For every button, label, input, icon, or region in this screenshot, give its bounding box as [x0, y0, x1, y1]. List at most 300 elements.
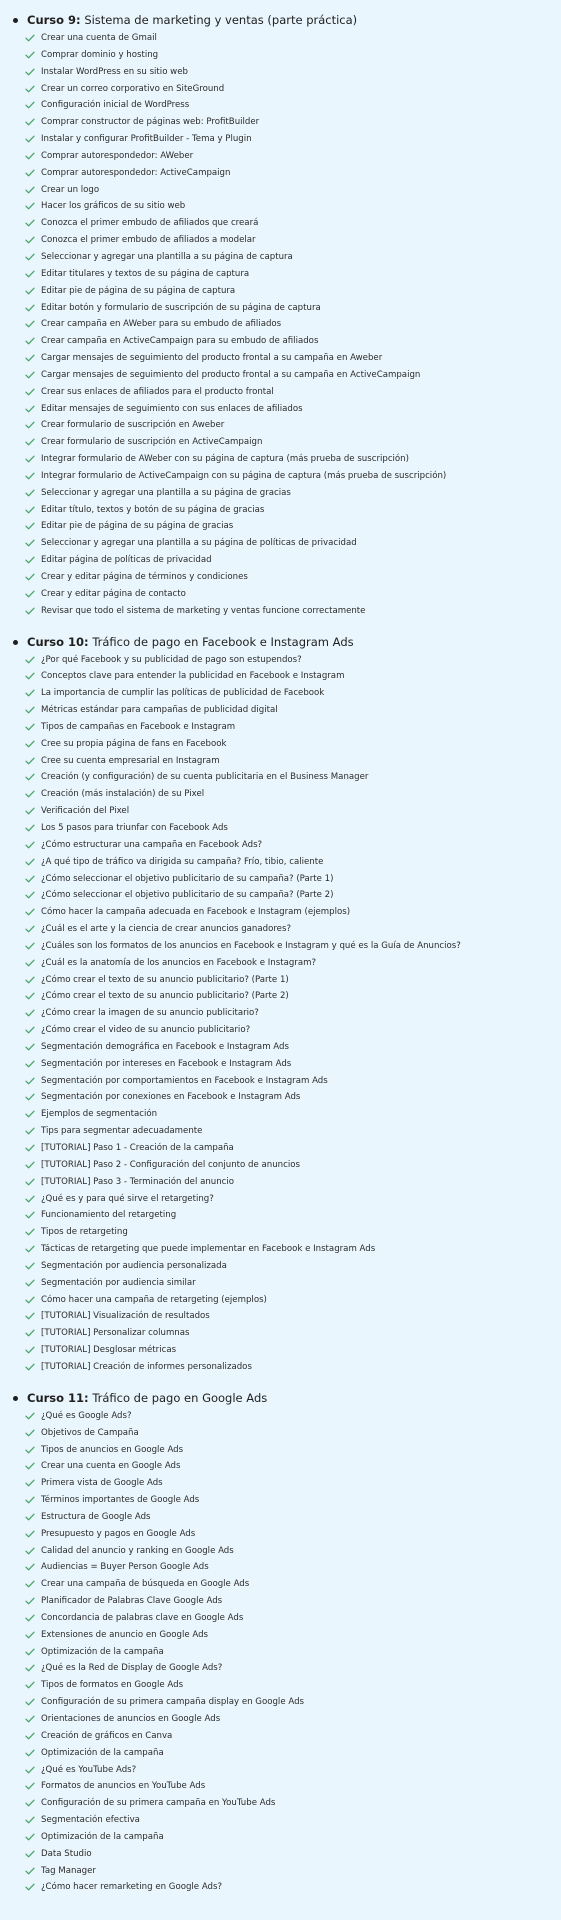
lesson-item [0, 1425, 561, 1442]
lesson-title: Crear formulario de suscripción en Aweber [41, 420, 225, 431]
lesson-title: Tácticas de retargeting que puede implementar en Facebook e Instagram Ads [41, 1244, 376, 1255]
lesson-title: [TUTORIAL] Desglosar métricas [41, 1345, 177, 1356]
lesson-item [0, 1879, 561, 1896]
lesson-item [0, 485, 561, 502]
lesson-title: ¿Qué es y para qué sirve el retargeting? [41, 1193, 214, 1204]
lesson-item [0, 702, 561, 719]
check-icon [25, 198, 37, 215]
lesson-title: Comprar autorespondedor: ActiveCampaign [41, 167, 231, 178]
lesson-title: Presupuesto y pagos en Google Ads [41, 1528, 196, 1539]
lesson-item [0, 1325, 561, 1342]
lesson-item [0, 1762, 561, 1779]
course-label: Curso 11: [27, 1390, 89, 1405]
lesson-title: Editar mensajes de seguimiento con sus enlaces de afiliados [41, 403, 303, 414]
lesson-item [0, 300, 561, 317]
course-title: Tráfico de pago en Facebook e Instagram Ads [92, 634, 354, 649]
lesson-title: Configuración de su primera campaña en YouTube Ads [41, 1798, 276, 1809]
lesson-item [0, 972, 561, 989]
lesson-title: Optimización de la campaña [41, 1747, 164, 1758]
lesson-title: Tipos de campañas en Facebook e Instagram [41, 721, 236, 732]
lesson-item [0, 518, 561, 535]
lesson-title: Formatos de anuncios en YouTube Ads [41, 1781, 206, 1792]
check-icon [25, 871, 37, 888]
lesson-item [0, 1846, 561, 1863]
lesson-title: ¿Cómo hacer remarketing en Google Ads? [41, 1882, 223, 1893]
course-9 [0, 11, 561, 620]
lesson-item [0, 1593, 561, 1610]
check-icon [25, 1408, 37, 1425]
check-icon [25, 1073, 37, 1090]
check-icon [25, 1475, 37, 1492]
check-icon [25, 1627, 37, 1644]
check-icon [25, 786, 37, 803]
lesson-title: Creación (más instalación) de su Pixel [41, 789, 205, 800]
check-icon [25, 535, 37, 552]
lesson-item [0, 1275, 561, 1292]
lesson-title: ¿Cuál es la anatomía de los anuncios en Facebook e Instagram? [41, 957, 317, 968]
course-title: Sistema de marketing y ventas (parte práctica) [84, 13, 358, 27]
course-label: Curso 9: [27, 13, 81, 27]
lesson-item [0, 753, 561, 770]
check-icon [25, 1140, 37, 1157]
check-icon [25, 1106, 37, 1123]
lesson-title: [TUTORIAL] Paso 3 - Terminación del anuncio [41, 1176, 235, 1187]
lesson-item [0, 1207, 561, 1224]
lesson-title: Crear y editar página de contacto [41, 588, 186, 599]
check-icon [25, 1559, 37, 1576]
lesson-item [0, 1191, 561, 1208]
lesson-item [0, 854, 561, 871]
lesson-item [0, 1089, 561, 1106]
lesson-title: Integrar formulario de AWeber con su página de captura (más prueba de suscripción) [41, 454, 409, 465]
lesson-item [0, 535, 561, 552]
lesson-title: Conozca el primer embudo de afiliados que creará [41, 218, 259, 229]
check-icon [25, 384, 37, 401]
check-icon [25, 148, 37, 165]
course-heading [0, 11, 561, 30]
lesson-item [0, 820, 561, 837]
lesson-item [0, 1711, 561, 1728]
lesson-item [0, 1022, 561, 1039]
lesson-title: Cargar mensajes de seguimiento del producto frontal a su campaña en ActiveCampaign [41, 369, 421, 380]
lesson-item [0, 1039, 561, 1056]
lesson-item [0, 81, 561, 98]
lesson-title: Extensiones de anuncio en Google Ads [41, 1629, 209, 1640]
lesson-title: Instalar y configurar ProfitBuilder - Tema y Plugin [41, 134, 252, 145]
lesson-title: Crear formulario de suscripción en ActiveCampaign [41, 437, 263, 448]
lesson-item [0, 921, 561, 938]
check-icon [25, 451, 37, 468]
lesson-item [0, 1829, 561, 1846]
lesson-title: Segmentación por comportamientos en Facebook e Instagram Ads [41, 1075, 328, 1086]
course-label: Curso 10: [27, 634, 89, 649]
check-icon [25, 1846, 37, 1863]
lesson-item [0, 232, 561, 249]
lesson-title: Tipos de formatos en Google Ads [41, 1680, 184, 1691]
check-icon [25, 367, 37, 384]
bullet-icon [13, 640, 18, 645]
check-icon [25, 1677, 37, 1694]
lesson-title: Instalar WordPress en su sitio web [41, 66, 188, 77]
lesson-item [0, 1543, 561, 1560]
lesson-title: Estructura de Google Ads [41, 1511, 151, 1522]
lesson-title: Primera vista de Google Ads [41, 1478, 163, 1489]
lesson-item [0, 283, 561, 300]
lesson-item [0, 769, 561, 786]
lesson-item [0, 938, 561, 955]
lesson-title: ¿Cómo crear el texto de su anuncio publicitario? (Parte 1) [41, 974, 289, 985]
lesson-item [0, 434, 561, 451]
lesson-title: Tipos de anuncios en Google Ads [41, 1444, 184, 1455]
check-icon [25, 603, 37, 620]
lesson-list [0, 1408, 561, 1896]
lesson-item [0, 451, 561, 468]
lesson-title: Ejemplos de segmentación [41, 1109, 158, 1120]
check-icon [25, 1879, 37, 1896]
check-icon [25, 1610, 37, 1627]
check-icon [25, 485, 37, 502]
check-icon [25, 803, 37, 820]
lesson-item [0, 417, 561, 434]
check-icon [25, 552, 37, 569]
check-icon [25, 182, 37, 199]
lesson-title: Segmentación por intereses en Facebook e Instagram Ads [41, 1058, 292, 1069]
check-icon [25, 283, 37, 300]
check-icon [25, 1812, 37, 1829]
lesson-title: Objetivos de Campaña [41, 1427, 139, 1438]
lesson-title: ¿Cómo crear la imagen de su anuncio publicitario? [41, 1008, 259, 1019]
check-icon [25, 586, 37, 603]
lesson-title: Creación (y configuración) de su cuenta publicitaria en el Business Manager [41, 772, 369, 783]
check-icon [25, 1576, 37, 1593]
lesson-item [0, 198, 561, 215]
check-icon [25, 1123, 37, 1140]
lesson-item [0, 652, 561, 669]
check-icon [25, 837, 37, 854]
check-icon [25, 938, 37, 955]
check-icon [25, 988, 37, 1005]
lesson-title: Los 5 pasos para triunfar con Facebook Ads [41, 822, 228, 833]
check-icon [25, 887, 37, 904]
lesson-title: Crear sus enlaces de afiliados para el producto frontal [41, 386, 274, 397]
lesson-item [0, 30, 561, 47]
lesson-item [0, 215, 561, 232]
lesson-item [0, 47, 561, 64]
lesson-title: Audiencias = Buyer Person Google Ads [41, 1562, 209, 1573]
lesson-item [0, 569, 561, 586]
check-icon [25, 1644, 37, 1661]
lesson-title: Editar titulares y textos de su página de captura [41, 268, 250, 279]
lesson-item [0, 350, 561, 367]
lesson-item [0, 1140, 561, 1157]
check-icon [25, 753, 37, 770]
lesson-title: Verificación del Pixel [41, 806, 130, 817]
check-icon [25, 1089, 37, 1106]
check-icon [25, 1056, 37, 1073]
lesson-item [0, 988, 561, 1005]
check-icon [25, 685, 37, 702]
lesson-item [0, 786, 561, 803]
lesson-item [0, 1442, 561, 1459]
lesson-title: Planificador de Palabras Clave Google Ads [41, 1596, 223, 1607]
check-icon [25, 1711, 37, 1728]
lesson-list [0, 652, 561, 1376]
lesson-title: Seleccionar y agregar una plantilla a su página de políticas de privacidad [41, 538, 357, 549]
check-icon [25, 114, 37, 131]
check-icon [25, 1005, 37, 1022]
check-icon [25, 1458, 37, 1475]
check-icon [25, 333, 37, 350]
check-icon [25, 1778, 37, 1795]
check-icon [25, 232, 37, 249]
lesson-title: Optimización de la campaña [41, 1646, 164, 1657]
check-icon [25, 81, 37, 98]
check-icon [25, 1593, 37, 1610]
lesson-title: ¿Cómo seleccionar el objetivo publicitario de su campaña? (Parte 2) [41, 890, 334, 901]
check-icon [25, 719, 37, 736]
lesson-item [0, 586, 561, 603]
lesson-title: Tipos de retargeting [41, 1227, 128, 1238]
check-icon [25, 215, 37, 232]
lesson-title: [TUTORIAL] Creación de informes personalizados [41, 1361, 252, 1372]
lesson-title: Segmentación demográfica en Facebook e Instagram Ads [41, 1041, 289, 1052]
check-icon [25, 1509, 37, 1526]
lesson-title: Segmentación por audiencia similar [41, 1277, 196, 1288]
lesson-title: ¿Por qué Facebook y su publicidad de pago son estupendos? [41, 654, 302, 665]
check-icon [25, 1207, 37, 1224]
check-icon [25, 1039, 37, 1056]
check-icon [25, 921, 37, 938]
lesson-title: Conceptos clave para entender la publicidad en Facebook e Instagram [41, 671, 345, 682]
course-title: Tráfico de pago en Google Ads [92, 1390, 268, 1405]
lesson-item [0, 1627, 561, 1644]
lesson-list [0, 30, 561, 620]
check-icon [25, 401, 37, 418]
lesson-title: ¿Cómo estructurar una campaña en Facebook Ads? [41, 839, 263, 850]
lesson-item [0, 1308, 561, 1325]
lesson-item [0, 502, 561, 519]
lesson-title: ¿Qué es Google Ads? [41, 1410, 132, 1421]
lesson-title: Crear una cuenta de Gmail [41, 33, 157, 43]
check-icon [25, 820, 37, 837]
lesson-title: Crear una campaña de búsqueda en Google Ads [41, 1579, 250, 1590]
check-icon [25, 249, 37, 266]
lesson-item [0, 736, 561, 753]
lesson-item [0, 837, 561, 854]
lesson-item [0, 1241, 561, 1258]
check-icon [25, 854, 37, 871]
lesson-item [0, 165, 561, 182]
lesson-item [0, 64, 561, 81]
lesson-item [0, 803, 561, 820]
lesson-item [0, 1292, 561, 1309]
lesson-item [0, 401, 561, 418]
lesson-title: Optimización de la campaña [41, 1831, 164, 1842]
check-icon [25, 468, 37, 485]
lesson-item [0, 1863, 561, 1880]
check-icon [25, 316, 37, 333]
lesson-item [0, 333, 561, 350]
check-icon [25, 769, 37, 786]
lesson-item [0, 1106, 561, 1123]
lesson-item [0, 1745, 561, 1762]
lesson-item [0, 1123, 561, 1140]
lesson-title: ¿Qué es YouTube Ads? [41, 1764, 137, 1775]
lesson-item [0, 1812, 561, 1829]
lesson-item [0, 1359, 561, 1376]
check-icon [25, 300, 37, 317]
lesson-title: Hacer los gráficos de su sitio web [41, 201, 186, 212]
lesson-title: Comprar autorespondedor: AWeber [41, 150, 194, 161]
lesson-title: [TUTORIAL] Paso 2 - Configuración del conjunto de anuncios [41, 1159, 300, 1170]
lesson-item [0, 148, 561, 165]
lesson-title: Segmentación efectiva [41, 1815, 140, 1826]
lesson-title: ¿Qué es la Red de Display de Google Ads? [41, 1663, 223, 1674]
lesson-title: Cómo hacer la campaña adecuada en Facebook e Instagram (ejemplos) [41, 907, 351, 918]
lesson-title: Términos importantes de Google Ads [41, 1495, 200, 1506]
check-icon [25, 1442, 37, 1459]
lesson-item [0, 1224, 561, 1241]
check-icon [25, 1745, 37, 1762]
check-icon [25, 668, 37, 685]
lesson-item [0, 1073, 561, 1090]
lesson-title: Conozca el primer embudo de afiliados a modelar [41, 235, 256, 246]
lesson-item [0, 1526, 561, 1543]
lesson-title: Data Studio [41, 1848, 92, 1859]
lesson-item [0, 719, 561, 736]
lesson-item [0, 1492, 561, 1509]
check-icon [25, 1224, 37, 1241]
lesson-title: Configuración de su primera campaña display en Google Ads [41, 1697, 304, 1708]
lesson-item [0, 1458, 561, 1475]
check-icon [25, 417, 37, 434]
lesson-title: Crear campaña en AWeber para su embudo de afiliados [41, 319, 282, 330]
lesson-title: Creación de gráficos en Canva [41, 1730, 173, 1741]
check-icon [25, 1022, 37, 1039]
check-icon [25, 1359, 37, 1376]
lesson-title: Crear y editar página de términos y condiciones [41, 572, 248, 582]
lesson-title: Calidad del anuncio y ranking en Google Ads [41, 1545, 234, 1556]
lesson-title: Seleccionar y agregar una plantilla a su página de gracias [41, 487, 291, 498]
check-icon [25, 955, 37, 972]
lesson-title: Comprar constructor de páginas web: ProfitBuilder [41, 117, 260, 128]
lesson-item [0, 1677, 561, 1694]
lesson-title: ¿Cómo seleccionar el objetivo publicitario de su campaña? (Parte 1) [41, 873, 334, 884]
lesson-title: [TUTORIAL] Visualización de resultados [41, 1311, 210, 1322]
check-icon [25, 1308, 37, 1325]
lesson-item [0, 887, 561, 904]
check-icon [25, 904, 37, 921]
bullet-icon [13, 18, 18, 23]
lesson-item [0, 1694, 561, 1711]
check-icon [25, 1425, 37, 1442]
lesson-title: Crear una cuenta en Google Ads [41, 1461, 181, 1472]
lesson-item [0, 1174, 561, 1191]
lesson-title: Editar página de políticas de privacidad [41, 555, 212, 566]
lesson-item [0, 871, 561, 888]
lesson-item [0, 1778, 561, 1795]
course-10 [0, 633, 561, 1376]
lesson-title: Editar botón y formulario de suscripción de su página de captura [41, 302, 321, 313]
lesson-title: Cómo hacer una campaña de retargeting (ejemplos) [41, 1294, 267, 1305]
lesson-item [0, 97, 561, 114]
lesson-item [0, 266, 561, 283]
lesson-title: ¿Cómo crear el texto de su anuncio publicitario? (Parte 2) [41, 991, 289, 1002]
check-icon [25, 1762, 37, 1779]
lesson-title: Cree su cuenta empresarial en Instagram [41, 755, 220, 766]
lesson-title: Crear un logo [41, 184, 100, 195]
check-icon [25, 1795, 37, 1812]
course-11 [0, 1389, 561, 1896]
lesson-title: Comprar dominio y hosting [41, 49, 159, 60]
lesson-title: Editar título, textos y botón de su página de gracias [41, 504, 265, 515]
check-icon [25, 736, 37, 753]
lesson-item [0, 1408, 561, 1425]
lesson-item [0, 316, 561, 333]
lesson-item [0, 1728, 561, 1745]
lesson-item [0, 468, 561, 485]
check-icon [25, 1325, 37, 1342]
lesson-title: Crear campaña en ActiveCampaign para su embudo de afiliados [41, 336, 319, 347]
lesson-item [0, 685, 561, 702]
check-icon [25, 518, 37, 535]
lesson-item [0, 668, 561, 685]
check-icon [25, 569, 37, 586]
check-icon [25, 1191, 37, 1208]
lesson-item [0, 1644, 561, 1661]
lesson-title: Tips para segmentar adecuadamente [41, 1126, 203, 1137]
lesson-item [0, 1342, 561, 1359]
check-icon [25, 1829, 37, 1846]
lesson-title: [TUTORIAL] Paso 1 - Creación de la campaña [41, 1143, 234, 1153]
bullet-icon [13, 1396, 18, 1401]
lesson-title: La importancia de cumplir las políticas de publicidad de Facebook [41, 688, 325, 699]
lesson-item [0, 367, 561, 384]
check-icon [25, 47, 37, 64]
check-icon [25, 30, 37, 47]
lesson-item [0, 1258, 561, 1275]
check-icon [25, 1342, 37, 1359]
lesson-item [0, 904, 561, 921]
lesson-item [0, 1509, 561, 1526]
lesson-item [0, 1660, 561, 1677]
lesson-title: [TUTORIAL] Personalizar columnas [41, 1328, 190, 1339]
lesson-item [0, 1157, 561, 1174]
lesson-title: Segmentación por audiencia personalizada [41, 1260, 227, 1271]
lesson-title: ¿Cuáles son los formatos de los anuncios en Facebook e Instagram y qué es la Guía de Anuncios? [41, 940, 461, 951]
lesson-title: Integrar formulario de ActiveCampaign con su página de captura (más prueba de suscripción) [41, 470, 447, 481]
check-icon [25, 350, 37, 367]
check-icon [25, 64, 37, 81]
lesson-item [0, 552, 561, 569]
check-icon [25, 1157, 37, 1174]
lesson-title: Configuración inicial de WordPress [41, 100, 190, 111]
lesson-title: Concordancia de palabras clave en Google Ads [41, 1612, 244, 1623]
lesson-item [0, 1559, 561, 1576]
check-icon [25, 434, 37, 451]
lesson-title: Crear un correo corporativo en SiteGround [41, 83, 225, 94]
course-heading [0, 1389, 561, 1408]
lesson-title: ¿Cuál es el arte y la ciencia de crear anuncios ganadores? [41, 924, 292, 935]
check-icon [25, 1241, 37, 1258]
check-icon [25, 1275, 37, 1292]
lesson-item [0, 384, 561, 401]
lesson-title: Orientaciones de anuncios en Google Ads [41, 1714, 221, 1724]
lesson-title: Editar pie de página de su página de captura [41, 285, 236, 296]
check-icon [25, 1292, 37, 1309]
check-icon [25, 1543, 37, 1560]
lesson-title: ¿A qué tipo de tráfico va dirigida su campaña? Frío, tibio, caliente [41, 856, 324, 867]
